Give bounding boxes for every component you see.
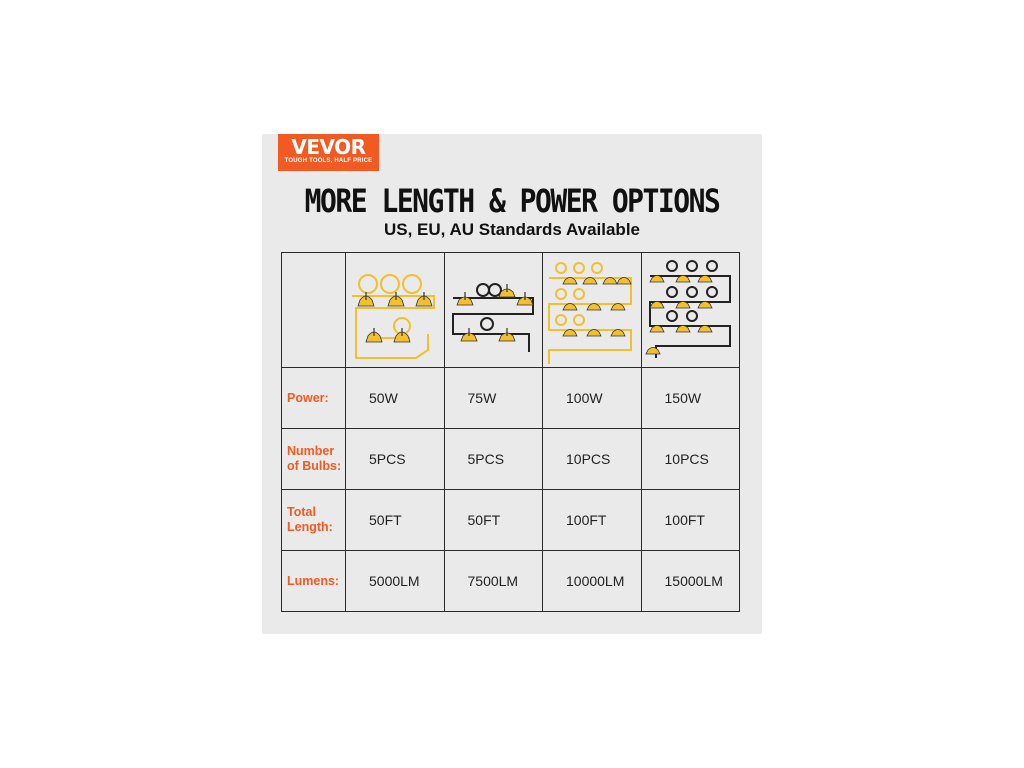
yellow-cable-5-bulbs-icon <box>346 254 442 366</box>
table-cell: 5PCS <box>444 429 543 490</box>
table-cell: 50FT <box>444 490 543 551</box>
row-label-bulbs: Number of Bulbs: <box>282 429 346 490</box>
table-cell: 100FT <box>543 490 642 551</box>
row-label-power: Power: <box>282 368 346 429</box>
table-cell: 50FT <box>346 490 445 551</box>
page-title: MORE LENGTH & POWER OPTIONS <box>304 182 720 220</box>
illustration-cell-75w <box>444 253 543 368</box>
logo-brand-name: VEVOR <box>291 135 366 159</box>
lumens-row <box>282 551 740 612</box>
row-label-lumens: Lumens: <box>282 551 346 612</box>
table-cell: 5000LM <box>346 551 445 612</box>
table-cell: 5PCS <box>346 429 445 490</box>
illustration-cell-100w <box>543 253 642 368</box>
empty-header-cell <box>282 253 346 368</box>
yellow-cable-10-bulbs-icon <box>543 254 639 366</box>
vevor-logo <box>278 134 379 171</box>
illustration-cell-150w <box>641 253 740 368</box>
table-cell: 100W <box>543 368 642 429</box>
logo-tagline: TOUGH TOOLS, HALF PRICE <box>284 158 373 164</box>
illustration-row <box>282 253 740 368</box>
table-cell: 75W <box>444 368 543 429</box>
page-subtitle: US, EU, AU Standards Available <box>383 220 640 239</box>
table-cell: 10000LM <box>543 551 642 612</box>
table-cell: 10PCS <box>641 429 740 490</box>
table-cell: 15000LM <box>641 551 740 612</box>
length-row <box>282 490 740 551</box>
black-cable-10-bulbs-icon <box>642 254 738 366</box>
table-cell: 100FT <box>641 490 740 551</box>
bulbs-row <box>282 429 740 490</box>
table-cell: 10PCS <box>543 429 642 490</box>
illustration-cell-50w <box>346 253 445 368</box>
power-row <box>282 368 740 429</box>
black-cable-5-bulbs-icon <box>445 254 541 366</box>
spec-table <box>281 252 740 612</box>
row-label-length: Total Length: <box>282 490 346 551</box>
table-cell: 50W <box>346 368 445 429</box>
table-cell: 7500LM <box>444 551 543 612</box>
table-cell: 150W <box>641 368 740 429</box>
